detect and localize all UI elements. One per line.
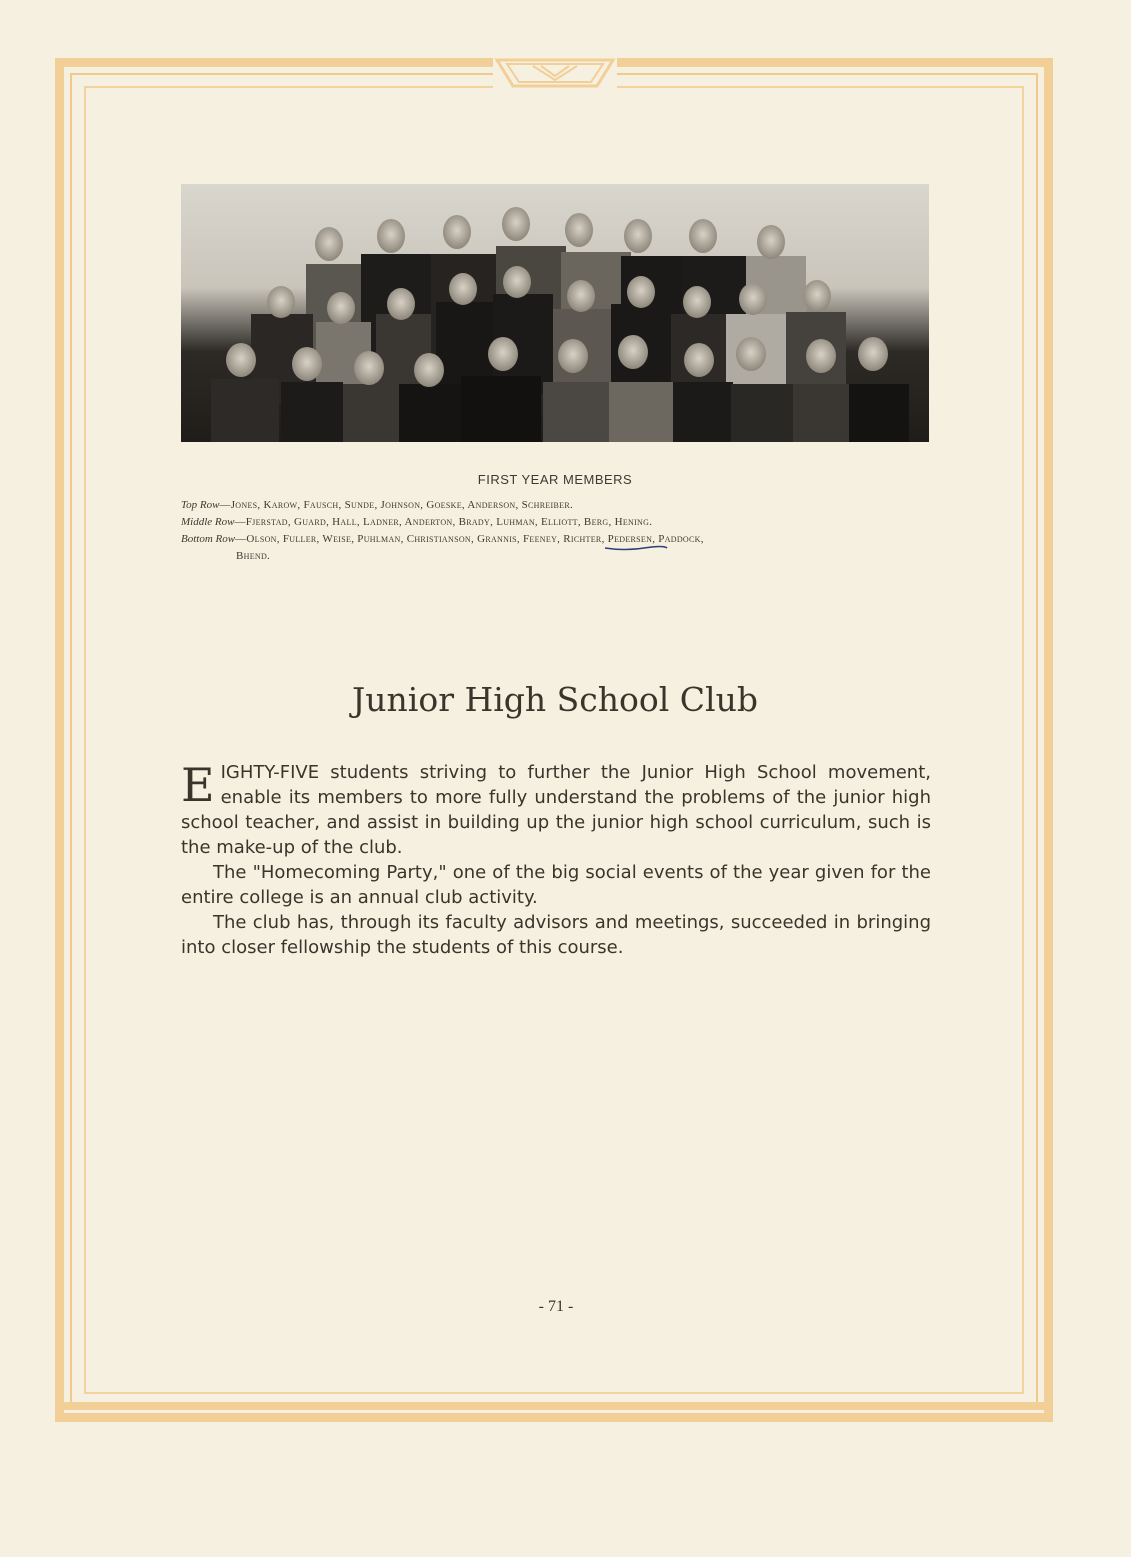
caption-top-row: [181, 499, 941, 511]
border-ornament-icon: [493, 50, 617, 96]
caption-bottom-row-continued: [236, 550, 996, 562]
paragraph-1-text: IGHTY-FIVE students striving to further the Junior High School movement, enable its members to more fully understand the problems of the junior high school teacher, and assist in building up the junior high school curriculum, such is the make-up of the club.: [181, 762, 931, 858]
club-description: [181, 760, 931, 960]
photo-caption-title: FIRST YEAR MEMBERS: [477, 472, 633, 487]
page-number: - 71 -: [538, 1298, 574, 1315]
page-border-bottom-bar: [64, 1402, 1044, 1410]
group-photo: [181, 184, 929, 442]
bottom-row-names: —Olson, Fuller, Weise, Puhlman, Christianson, Grannis, Feeney, Richter, Pedersen, Paddock,: [235, 533, 704, 545]
club-title: Junior High School Club: [352, 680, 758, 719]
top-row-label: Top Row: [181, 499, 220, 511]
bottom-row-continued-names: Bhend.: [236, 550, 271, 562]
paragraph-1: [181, 760, 931, 860]
middle-row-label: Middle Row: [181, 516, 235, 528]
ink-underline-mark: [604, 545, 668, 551]
caption-bottom-row: [181, 533, 941, 545]
top-row-names: —Jones, Karow, Fausch, Sunde, Johnson, Goeske, Anderson, Schreiber.: [219, 499, 574, 511]
bottom-row-label: Bottom Row: [181, 533, 236, 545]
paragraph-2: The "Homecoming Party," one of the big social events of the year given for the entire college is an annual club activity.: [181, 862, 931, 908]
caption-middle-row: [181, 516, 941, 528]
drop-cap: E: [181, 758, 215, 812]
paragraph-3: The club has, through its faculty advisors and meetings, succeeded in bringing into closer fellowship the students of this course.: [181, 912, 931, 958]
middle-row-names: —Fjerstad, Guard, Hall, Ladner, Anderton, Brady, Luhman, Elliott, Berg, Hening.: [234, 516, 653, 528]
group-photo-figures: [181, 184, 929, 442]
